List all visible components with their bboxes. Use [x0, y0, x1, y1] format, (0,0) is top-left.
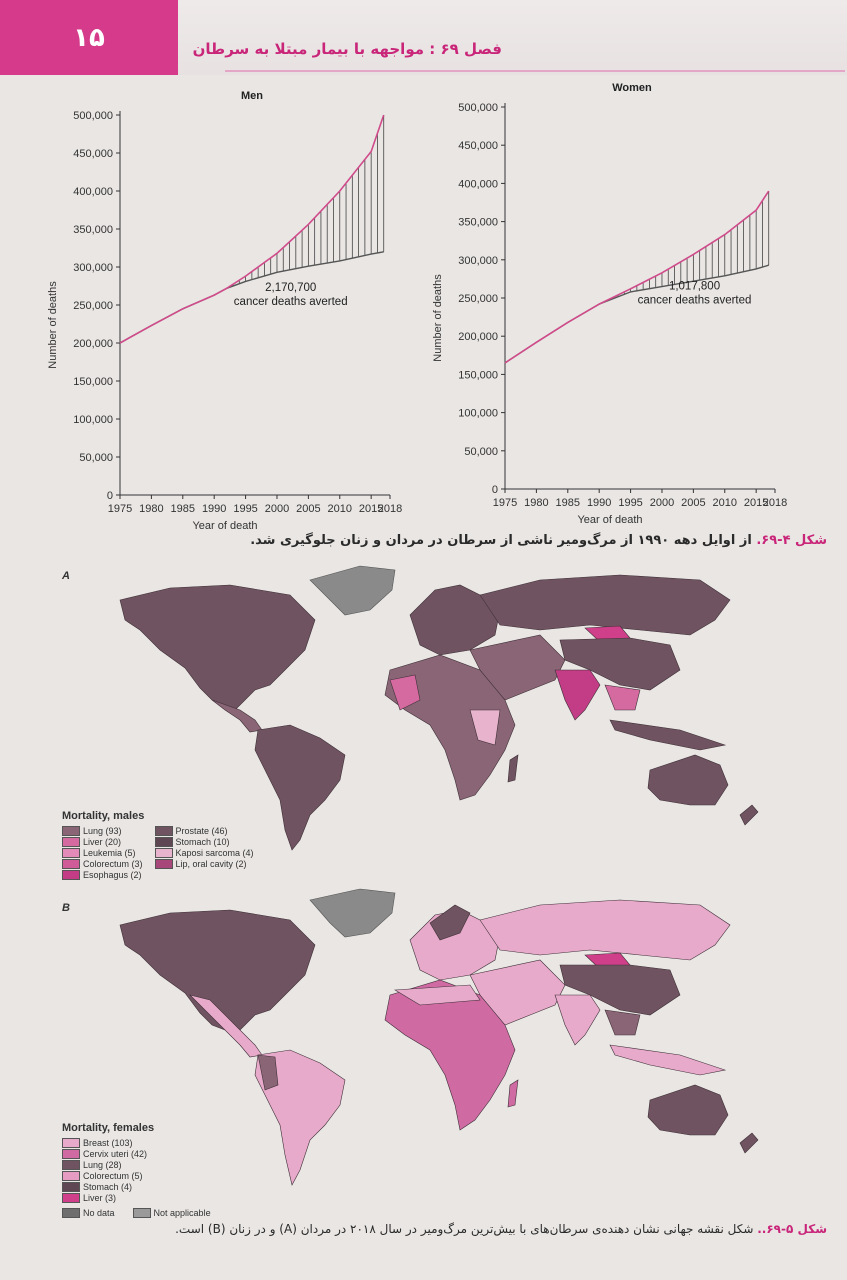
- figure-4-text: از اوایل دهه ۱۹۹۰ از مرگ‌ومیر ناشی از سرطان در مردان و زنان جلوگیری شد.: [250, 533, 757, 548]
- y-tick-label: 100,000: [73, 414, 113, 426]
- map-a-indonesia: [610, 720, 725, 750]
- legend-males-item: [155, 836, 254, 847]
- x-tick-label: 1985: [170, 503, 196, 515]
- legend-males-item: [62, 858, 143, 869]
- x-tick-label: 1980: [139, 503, 164, 515]
- y-tick-label: 250,000: [73, 300, 113, 312]
- y-tick-label: 400,000: [73, 186, 113, 198]
- legend-females: [62, 1122, 211, 1218]
- legend-females-item: [62, 1170, 211, 1181]
- y-tick-label: 200,000: [73, 338, 113, 350]
- legend-males-item: [62, 869, 143, 880]
- legend-females-label: Liver (3): [83, 1192, 117, 1203]
- x-tick-label: 2010: [327, 503, 353, 515]
- legend-females-item: [62, 1137, 211, 1148]
- legend-males-label: Lung (93): [83, 825, 122, 836]
- annotation-value: 1,017,800: [668, 280, 721, 293]
- map-b-indonesia: [610, 1045, 725, 1075]
- legend-males-item: [62, 825, 143, 836]
- legend-females-item: [62, 1181, 211, 1192]
- page-number-tab: [0, 0, 178, 75]
- legend-males-label: Prostate (46): [175, 825, 228, 836]
- map-b-greenland: [310, 889, 395, 937]
- legend-females-label: Lung (28): [83, 1159, 122, 1170]
- y-tick-label: 150,000: [73, 376, 113, 388]
- map-a-south-america: [255, 725, 345, 850]
- legend-not-applicable-swatch: [133, 1208, 151, 1218]
- legend-females-label: Stomach (4): [83, 1181, 133, 1192]
- y-tick-label: 100,000: [458, 407, 498, 420]
- y-tick-label: 200,000: [458, 331, 498, 344]
- legend-males-item: [155, 847, 254, 858]
- y-tick-label: 450,000: [458, 140, 498, 153]
- figure-5-text: شکل نقشه جهانی نشان دهنده‌ی سرطان‌های با بیش‌ترین مرگ‌ومیر در سال ۲۰۱۸ در مردان (A) و در زنان (B) است.: [175, 1222, 758, 1236]
- legend-females-label: Breast (103): [83, 1137, 133, 1148]
- x-tick-label: 1995: [618, 497, 643, 509]
- map-a-russia: [480, 575, 730, 635]
- legend-males: [62, 810, 254, 880]
- chart-title: Women: [612, 82, 652, 94]
- legend-males-swatch: [155, 837, 173, 847]
- y-tick-label: 450,000: [73, 148, 113, 160]
- map-a-north-america: [120, 585, 315, 710]
- legend-females-title: Mortality, females: [62, 1122, 155, 1134]
- map-a-letter: A: [62, 570, 70, 582]
- legend-females-swatch: [62, 1149, 80, 1159]
- legend-males-label: Lip, oral cavity (2): [175, 858, 247, 869]
- legend-males-col-left: [62, 825, 143, 880]
- legend-females-swatch: [62, 1160, 80, 1170]
- y-tick-label: 50,000: [79, 452, 113, 464]
- figure-5-label: شکل ۵-۶۹..: [757, 1222, 827, 1236]
- x-axis-label: Year of death: [577, 514, 643, 526]
- map-a-madagascar: [508, 755, 518, 782]
- page-number: ۱۵: [73, 22, 105, 53]
- map-b-se-asia: [605, 1010, 640, 1035]
- figure-4-caption: [250, 533, 827, 548]
- legend-males-label: Kaposi sarcoma (4): [175, 847, 254, 858]
- legend-males-title: Mortality, males: [62, 810, 145, 822]
- legend-females-label: Cervix uteri (42): [83, 1148, 148, 1159]
- legend-males-item: [155, 825, 254, 836]
- map-a-greenland: [310, 566, 395, 615]
- y-tick-label: 150,000: [458, 369, 498, 382]
- annotation-text: cancer deaths averted: [233, 296, 348, 308]
- x-tick-label: 2005: [681, 497, 706, 509]
- annotation-text: cancer deaths averted: [637, 294, 752, 307]
- legend-males-item: [155, 858, 254, 869]
- legend-males-swatch: [62, 837, 80, 847]
- map-b-india: [555, 995, 600, 1045]
- legend-males-swatch: [62, 859, 80, 869]
- y-tick-label: 0: [491, 484, 498, 496]
- map-a-australia: [648, 755, 728, 805]
- x-tick-label: 1985: [555, 497, 581, 509]
- legend-no-data-label: No data: [83, 1207, 115, 1218]
- y-tick-label: 300,000: [458, 254, 498, 267]
- y-tick-label: 500,000: [458, 102, 498, 114]
- y-tick-label: 250,000: [458, 293, 498, 305]
- legend-males-label: Esophagus (2): [83, 869, 142, 880]
- y-tick-label: 50,000: [464, 445, 498, 458]
- chart-men: [47, 90, 402, 532]
- x-tick-label: 1975: [107, 503, 133, 515]
- y-tick-label: 0: [106, 490, 113, 502]
- x-tick-label: 1980: [524, 497, 549, 509]
- header-strip: [178, 0, 847, 75]
- x-tick-label: 2018: [377, 503, 403, 515]
- x-tick-label: 2018: [762, 497, 788, 509]
- map-b-new-zealand: [740, 1133, 758, 1153]
- legend-males-label: Stomach (10): [175, 836, 230, 847]
- legend-males-swatch: [62, 826, 80, 836]
- x-tick-label: 2010: [712, 497, 738, 509]
- x-tick-label: 1990: [586, 497, 612, 509]
- legend-females-swatch: [62, 1138, 80, 1148]
- legend-males-swatch: [155, 859, 173, 869]
- y-axis-label: Number of deaths: [432, 274, 444, 362]
- legend-females-label: Colorectum (5): [83, 1170, 143, 1181]
- legend-females-list: [62, 1137, 211, 1203]
- legend-no-data-swatch: [62, 1208, 80, 1218]
- map-a-se-asia: [605, 685, 640, 710]
- chart-title: Men: [241, 90, 263, 102]
- x-tick-label: 2005: [296, 503, 321, 515]
- legend-males-swatch: [155, 826, 173, 836]
- chart-women: [432, 82, 787, 526]
- legend-females-swatch: [62, 1171, 80, 1181]
- y-tick-label: 500,000: [73, 110, 113, 122]
- x-tick-label: 1995: [233, 503, 258, 515]
- x-tick-label: 1990: [201, 503, 227, 515]
- legend-not-applicable-label: Not applicable: [153, 1207, 211, 1218]
- observed-line: [505, 265, 769, 363]
- figure-4-label: شکل ۴-۶۹.: [756, 533, 827, 548]
- x-tick-label: 2000: [264, 503, 290, 515]
- y-tick-label: 350,000: [458, 216, 498, 229]
- legend-males-swatch: [62, 870, 80, 880]
- legend-females-swatch: [62, 1182, 80, 1192]
- legend-females-item: [62, 1148, 211, 1159]
- map-b-russia: [480, 900, 730, 960]
- y-tick-label: 400,000: [458, 178, 498, 191]
- legend-females-swatch: [62, 1193, 80, 1203]
- cancer-deaths-charts: [0, 75, 847, 535]
- map-b-madagascar: [508, 1080, 518, 1107]
- x-axis-label: Year of death: [192, 520, 258, 532]
- expected-line: [505, 191, 769, 363]
- x-tick-label: 2000: [649, 497, 675, 509]
- y-tick-label: 300,000: [73, 262, 113, 274]
- legend-no-data-row: [62, 1207, 211, 1218]
- map-b-letter: B: [62, 902, 70, 914]
- legend-males-label: Leukemia (5): [83, 847, 136, 858]
- annotation-value: 2,170,700: [265, 282, 317, 294]
- legend-males-label: Colorectum (3): [83, 858, 143, 869]
- header-divider: [225, 70, 845, 72]
- x-tick-label: 2015: [743, 497, 769, 509]
- legend-males-item: [62, 847, 143, 858]
- x-tick-label: 1975: [492, 497, 518, 509]
- map-a-india: [555, 670, 600, 720]
- y-tick-label: 350,000: [73, 224, 113, 236]
- legend-males-swatch: [155, 848, 173, 858]
- figure-5-caption: [175, 1222, 827, 1236]
- legend-males-col-right: [155, 825, 254, 880]
- chapter-title: فصل ۶۹ : مواجهه با بیمار مبتلا به سرطان: [192, 40, 502, 58]
- map-a-new-zealand: [740, 805, 758, 825]
- map-b-australia: [648, 1085, 728, 1135]
- legend-females-item: [62, 1192, 211, 1203]
- y-axis-label: Number of deaths: [47, 281, 59, 369]
- legend-males-item: [62, 836, 143, 847]
- legend-males-swatch: [62, 848, 80, 858]
- legend-males-label: Liver (20): [83, 836, 122, 847]
- x-tick-label: 2015: [358, 503, 384, 515]
- expected-line: [120, 115, 384, 343]
- legend-females-item: [62, 1159, 211, 1170]
